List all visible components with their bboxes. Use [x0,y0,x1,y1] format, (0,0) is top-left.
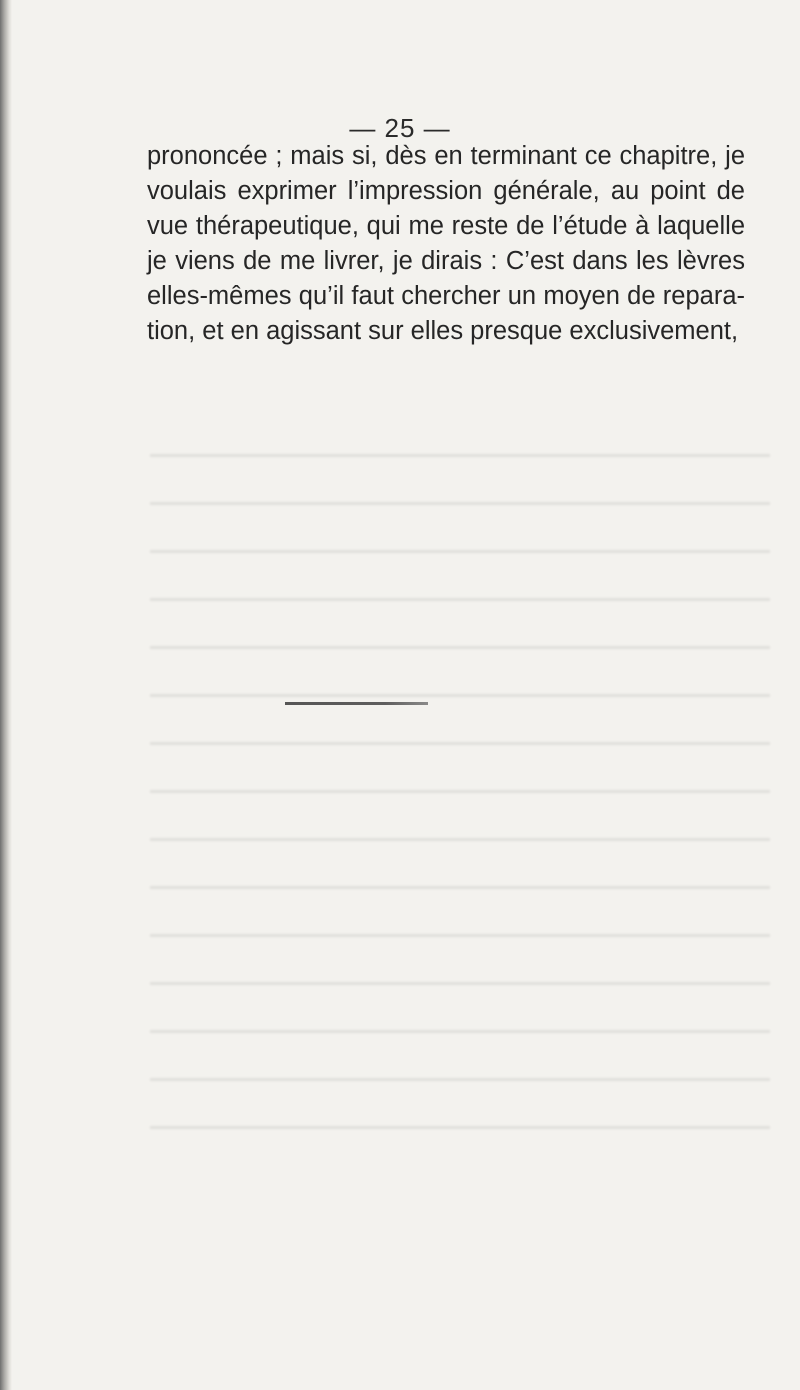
printer-rule [285,702,428,705]
body-paragraph [147,139,745,349]
show-through-text [150,430,770,1150]
text-line-2: voulais exprimer l’impression générale, au point de [147,177,745,205]
text-line-1: prononcée ; mais si, dès en terminant ce chapitre, je [147,142,745,170]
text-line-3: vue thérapeutique, qui me reste de l’étude à laquelle [147,212,745,240]
page-number: — 25 — [349,113,451,143]
text-line-5: elles-mêmes qu’il faut chercher un moyen de repara- [147,282,745,310]
text-line-4: je viens de me livrer, je dirais : C’est dans les lèvres [147,247,745,275]
page-binding-edge [0,0,12,1390]
text-line-6: tion, et en agissant sur elles presque exclusivement, [147,317,739,345]
